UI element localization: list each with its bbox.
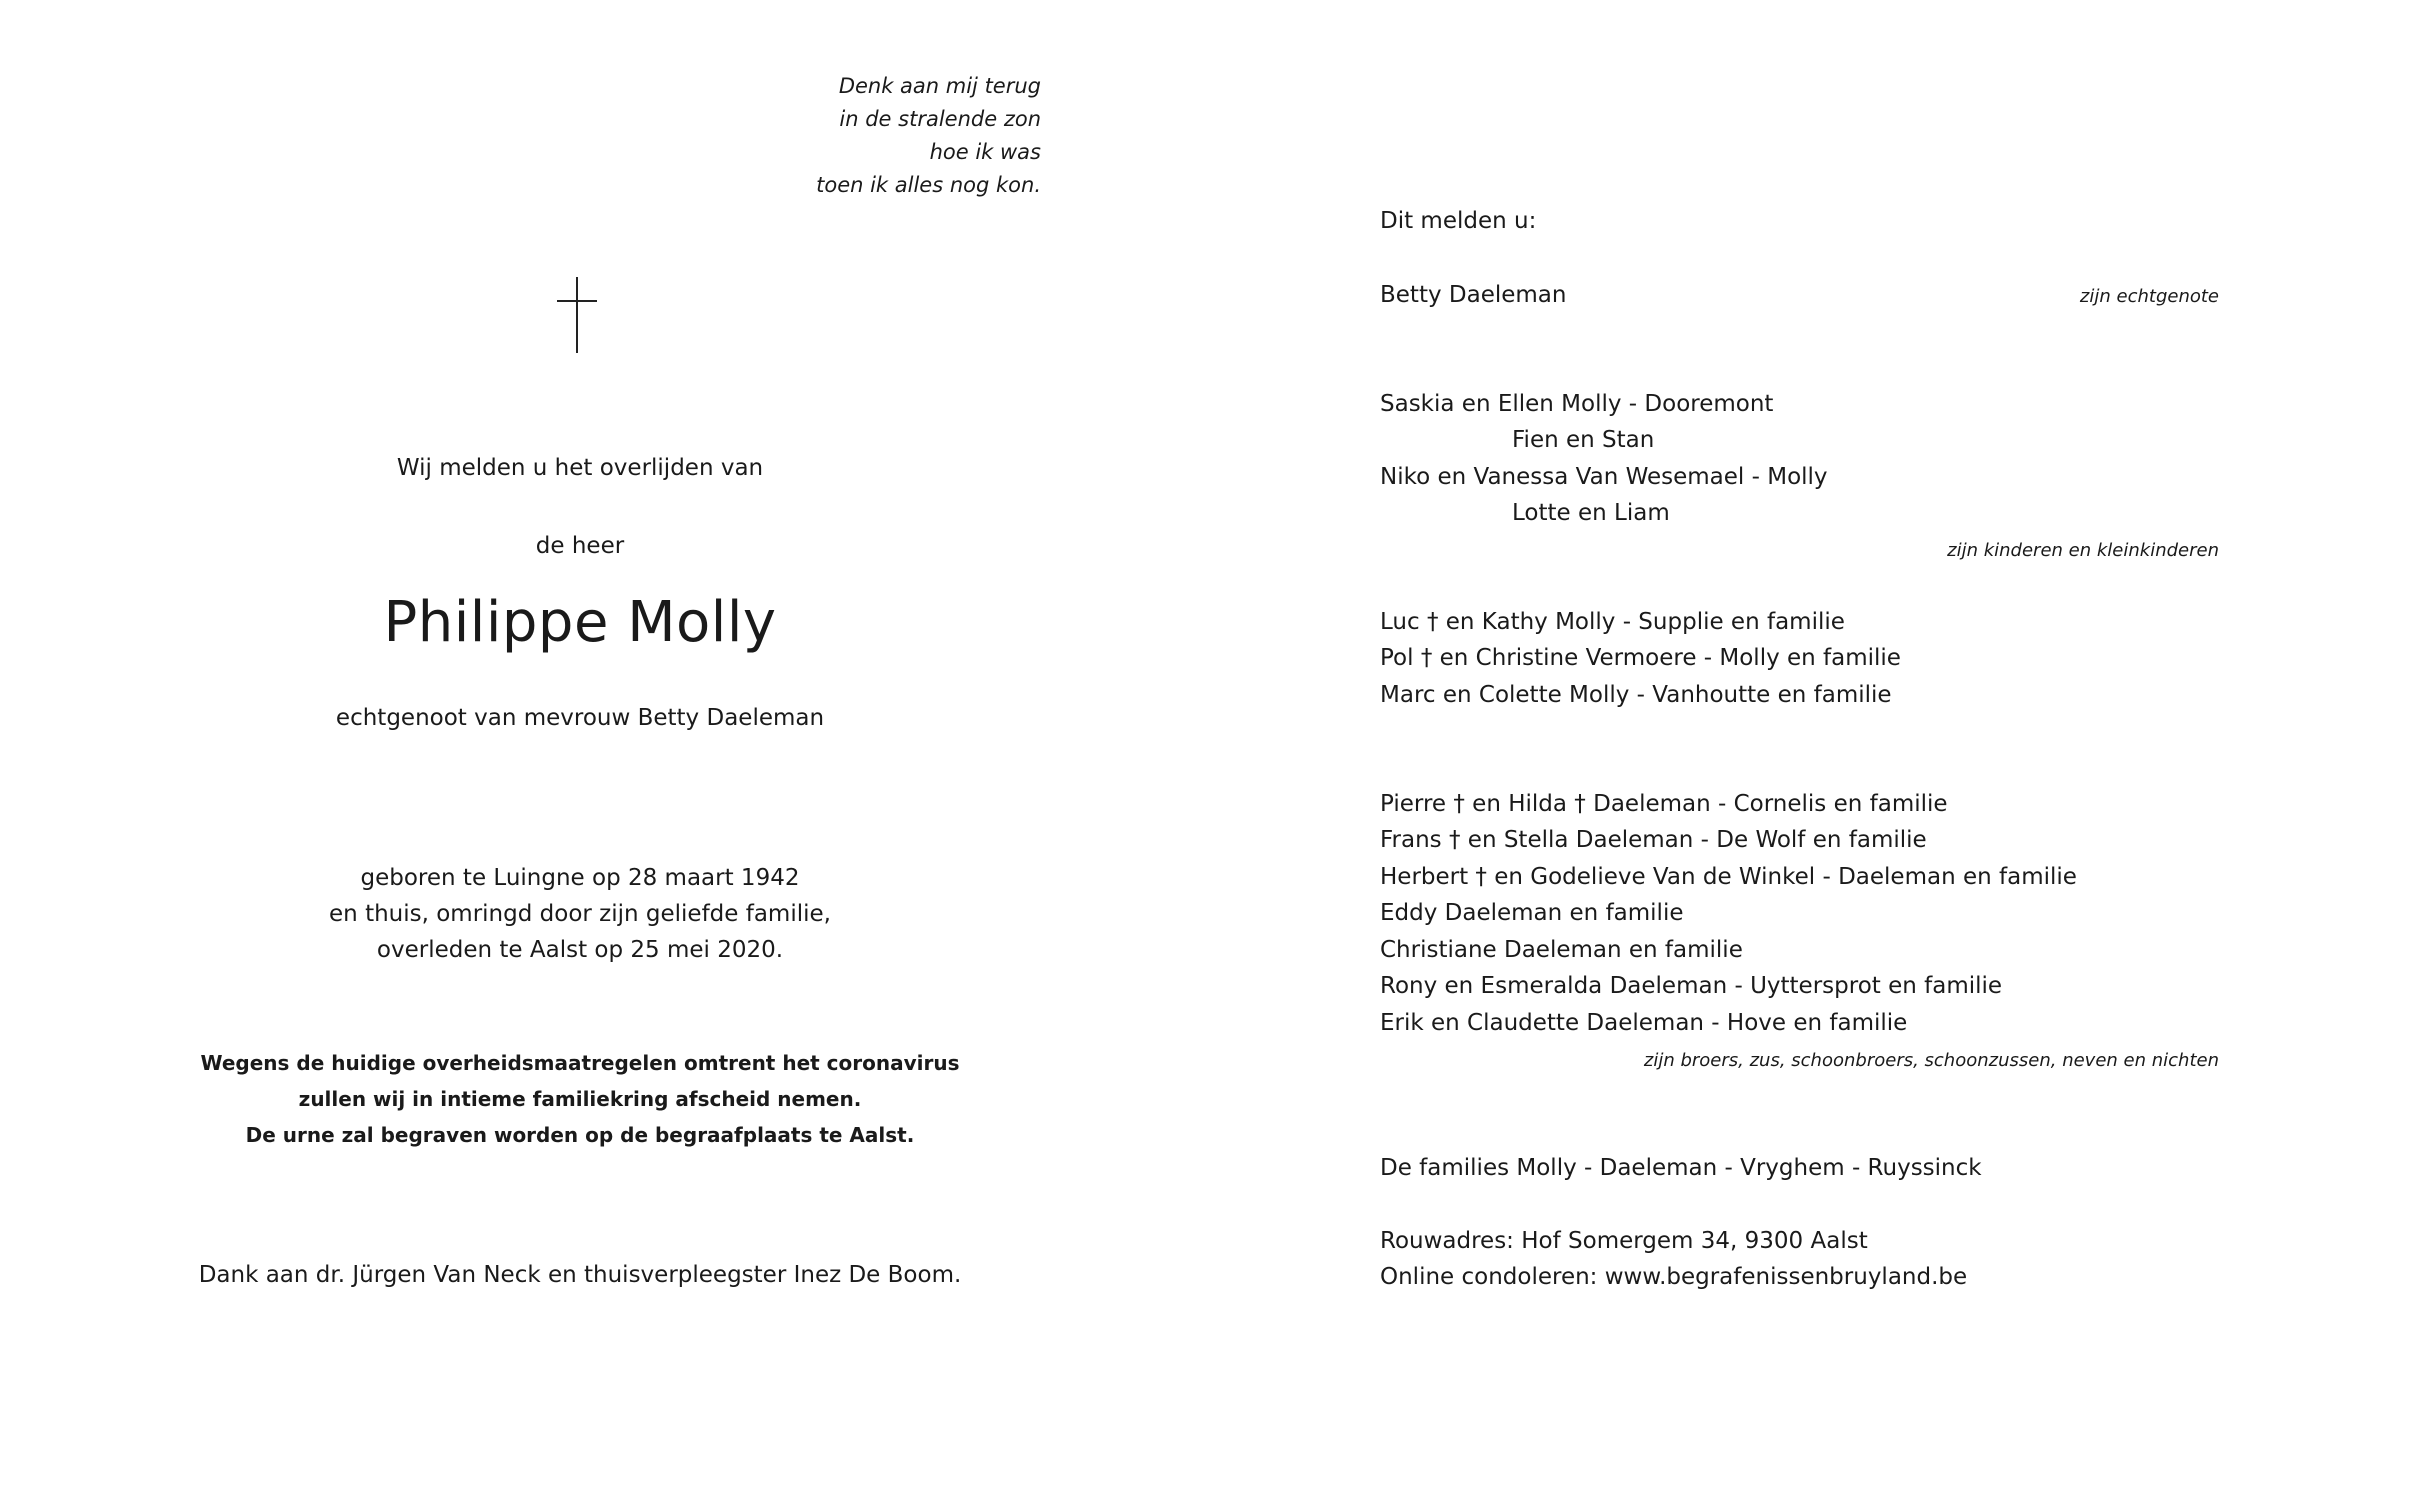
address-line: Rouwadres: Hof Somergem 34, 9300 Aalst [1380,1228,1868,1254]
cross-icon [557,277,597,353]
sibling-line: Rony en Esmeralda Daeleman - Uyttersprot en familie [1380,973,2003,999]
covid-notice [0,1045,1160,1153]
spouse-line: echtgenoot van mevrouw Betty Daeleman [335,705,825,731]
spouse-name: Betty Daeleman [1380,282,1567,308]
sibling-line: Christiane Daeleman en familie [1380,937,1743,963]
children-line: Niko en Vanessa Van Wesemael - Molly [1380,464,1828,490]
siblings-role: zijn broers, zus, schoonbroers, schoonzussen, neven en nichten [1643,1050,2219,1071]
spouse-row [1380,282,2323,308]
sibling-line: Erik en Claudette Daeleman - Hove en familie [1380,1010,1908,1036]
poem-line: Denk aan mij terug [838,74,1041,98]
sibling-line: Herbert † en Godelieve Van de Winkel - Daeleman en familie [1380,864,2077,890]
dates-line: overleden te Aalst op 25 mei 2020. [376,937,784,963]
dates-block [0,860,1160,968]
honorific: de heer [535,533,625,559]
poem [816,70,1041,202]
grandchildren-line: Lotte en Liam [1512,500,1670,526]
spouse-role: zijn echtgenote [2079,286,2219,307]
announcement: Wij melden u het overlijden van [396,455,764,481]
children-role: zijn kinderen en kleinkinderen [1947,540,2219,561]
sibling-line: Pol † en Christine Vermoere - Molly en familie [1380,645,1901,671]
poem-line: in de stralende zon [839,107,1041,131]
families-line: De families Molly - Daeleman - Vryghem - Ruyssinck [1380,1155,1982,1181]
thanks-line: Dank aan dr. Jürgen Van Neck en thuisverpleegster Inez De Boom. [198,1262,962,1288]
poem-line: hoe ik was [929,140,1041,164]
sibling-line: Pierre † en Hilda † Daeleman - Cornelis en familie [1380,791,1948,817]
right-page [1180,0,2427,1509]
covid-line: De urne zal begraven worden op de begraafplaats te Aalst. [245,1123,915,1147]
dates-line: geboren te Luingne op 28 maart 1942 [360,865,800,891]
sibling-line: Luc † en Kathy Molly - Supplie en familie [1380,609,1845,635]
covid-line: zullen wij in intieme familiekring afscheid nemen. [298,1087,862,1111]
dates-line: en thuis, omringd door zijn geliefde familie, [329,901,831,927]
sibling-line: Frans † en Stella Daeleman - De Wolf en familie [1380,827,1927,853]
grandchildren-line: Fien en Stan [1512,427,1655,453]
deceased-name: Philippe Molly [383,590,777,655]
online-condolence-line: Online condoleren: www.begrafenissenbruyland.be [1380,1264,1968,1290]
covid-line: Wegens de huidige overheidsmaatregelen omtrent het coronavirus [200,1051,960,1075]
sibling-line: Eddy Daeleman en familie [1380,900,1684,926]
left-page [0,0,1180,1509]
sibling-line: Marc en Colette Molly - Vanhoutte en familie [1380,682,1892,708]
poem-line: toen ik alles nog kon. [816,173,1041,197]
intro: Dit melden u: [1380,208,1537,234]
children-line: Saskia en Ellen Molly - Dooremont [1380,391,1774,417]
